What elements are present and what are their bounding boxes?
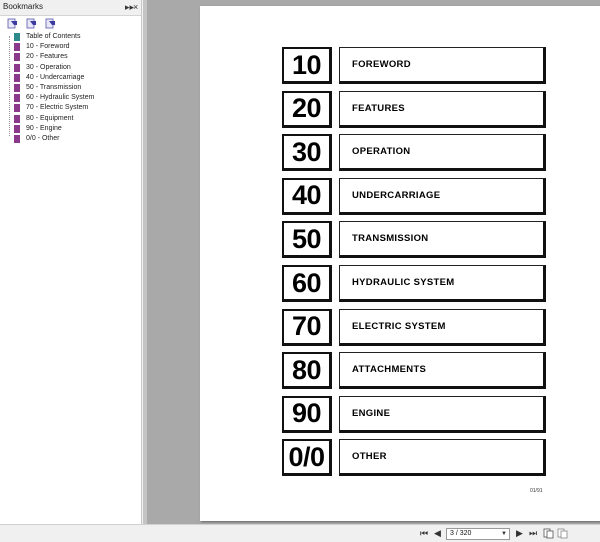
bookmark-item[interactable]: [0, 63, 140, 73]
continuous-view-icon[interactable]: [557, 528, 568, 539]
bookmark-item[interactable]: [0, 52, 140, 62]
page-navigation-bar: [0, 524, 600, 542]
document-page: [200, 6, 600, 521]
section-title: ATTACHMENTS: [352, 364, 427, 376]
bookmark-label: 90 - Engine: [26, 124, 62, 132]
bookmark-label: 30 - Operation: [26, 63, 71, 71]
first-page-button[interactable]: ⏮: [420, 528, 429, 538]
section-number: 40: [282, 178, 332, 215]
expand-bookmark-icon[interactable]: [7, 18, 19, 30]
find-bookmark-icon[interactable]: [45, 18, 57, 30]
section-title: FEATURES: [352, 102, 405, 114]
section-title-box: [339, 134, 546, 171]
single-page-view-icon[interactable]: [543, 528, 554, 539]
bookmark-item[interactable]: [0, 42, 140, 52]
bookmark-item[interactable]: [0, 124, 140, 134]
bookmark-label: 70 - Electric System: [26, 104, 89, 112]
page-dropdown-icon[interactable]: ▼: [501, 531, 507, 537]
bookmarks-panel: [0, 0, 142, 542]
bookmark-flag-icon: [14, 74, 20, 82]
bookmark-flag-icon: [14, 64, 20, 72]
section-number: 80: [282, 352, 332, 389]
bookmark-flag-icon: [14, 135, 20, 143]
section-title-box: [339, 221, 546, 258]
section-number: 0/0: [282, 439, 332, 476]
section-number: 30: [282, 134, 332, 171]
section-title: HYDRAULIC SYSTEM: [352, 277, 455, 288]
bookmark-flag-icon: [14, 125, 20, 133]
bookmark-label: 0/0 - Other: [26, 134, 60, 142]
close-panel-button[interactable]: ×: [133, 2, 139, 12]
bookmark-flag-icon: [14, 94, 20, 102]
section-title: ENGINE: [352, 407, 391, 419]
bookmark-flag-icon: [14, 115, 20, 123]
section-title: ELECTRIC SYSTEM: [352, 320, 446, 332]
section-title-box: [339, 309, 546, 346]
section-title-box: [339, 47, 546, 84]
section-title-box: [339, 91, 546, 128]
collapse-bookmark-icon[interactable]: [26, 18, 38, 30]
bookmark-label: Table of Contents: [26, 33, 81, 40]
collapse-panel-icon[interactable]: ▸▸: [125, 2, 135, 12]
next-page-button[interactable]: ▶: [516, 528, 523, 538]
bookmark-label: 10 - Foreword: [26, 43, 70, 51]
page-number-input[interactable]: [446, 528, 510, 540]
bookmark-item[interactable]: [0, 134, 140, 144]
bookmark-label: 20 - Features: [26, 53, 68, 61]
section-title-box: [339, 352, 546, 389]
bookmark-label: 80 - Equipment: [26, 114, 74, 122]
bookmark-item[interactable]: [0, 73, 140, 83]
page-code: 01/91: [530, 488, 543, 494]
prev-page-button[interactable]: ◀: [434, 528, 441, 538]
section-number: 10: [282, 47, 332, 84]
section-title: TRANSMISSION: [352, 233, 429, 245]
section-title: FOREWORD: [352, 59, 411, 70]
bookmark-item[interactable]: [0, 83, 140, 93]
section-title: OPERATION: [352, 146, 411, 158]
bookmarks-title: Bookmarks: [3, 2, 44, 11]
section-title-box: [339, 439, 546, 476]
bookmark-label: 60 - Hydraulic System: [26, 94, 95, 102]
section-number: 20: [282, 91, 332, 128]
section-title-box: [339, 178, 546, 215]
bookmark-flag-icon: [14, 43, 20, 51]
last-page-button[interactable]: ⏭: [529, 528, 538, 538]
section-title: UNDERCARRIAGE: [352, 189, 441, 201]
section-title-box: [339, 265, 546, 302]
bookmark-tree: [0, 32, 140, 144]
bookmark-flag-icon: [14, 33, 20, 41]
section-number: 90: [282, 396, 332, 433]
bookmark-flag-icon: [14, 84, 20, 92]
bookmark-label: 50 - Transmission: [26, 83, 82, 91]
page-number-text: 3 / 320: [450, 530, 472, 537]
bookmark-item[interactable]: [0, 32, 140, 42]
bookmark-item[interactable]: [0, 93, 140, 103]
bookmark-flag-icon: [14, 104, 20, 112]
section-title-box: [339, 396, 546, 433]
bookmark-label: 40 - Undercarriage: [26, 73, 85, 81]
section-number: 70: [282, 309, 332, 346]
bookmark-item[interactable]: [0, 114, 140, 124]
section-title: OTHER: [352, 451, 387, 463]
bookmark-flag-icon: [14, 53, 20, 61]
panel-splitter[interactable]: [143, 0, 147, 524]
bookmark-item[interactable]: [0, 103, 140, 113]
bookmarks-header: [0, 0, 141, 16]
section-number: 60: [282, 265, 332, 302]
section-number: 50: [282, 221, 332, 258]
